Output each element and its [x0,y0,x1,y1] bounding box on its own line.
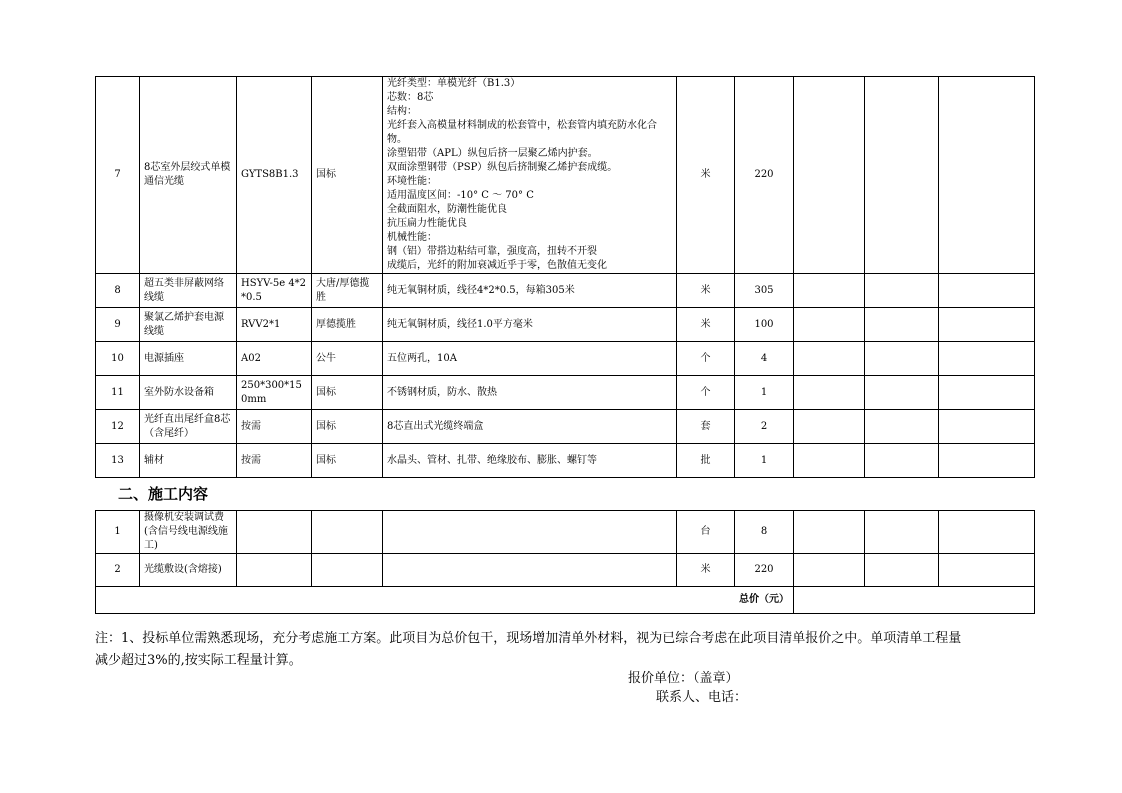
work-name: 摄像机安装调试费(含信号线电源线施工) [140,511,237,554]
spec-line: 光纤类型：单模光纤（B1.3） [387,78,521,89]
empty-cell [237,554,312,587]
item-spec: 水晶头、管材、扎带、绝缘胶布、膨胀、螺钉等 [383,444,677,478]
item-name: 8芯室外层绞式单模通信光缆 [140,77,237,274]
empty-cell [383,554,677,587]
table-row [96,511,1035,554]
remark-cell [939,444,1035,478]
item-qty: 100 [735,308,794,342]
row-number: 13 [96,444,140,478]
quote-unit-label: 报价单位：（盖章） [628,671,739,686]
empty-cell [383,511,677,554]
item-brand: 大唐/厚德揽胜 [312,274,383,308]
item-unit: 个 [677,376,735,410]
item-model: HSYV-5e 4*2*0.5 [237,274,312,308]
work-unit: 台 [677,511,735,554]
item-unit: 米 [677,308,735,342]
spec-line: 涂塑铝带（APL）纵包后挤一层聚乙烯内护套。 [387,148,598,159]
item-brand: 国标 [312,77,383,274]
construction-table [95,510,1035,614]
item-name: 辅材 [140,444,237,478]
empty-cell [237,511,312,554]
item-spec: 8芯直出式光缆终端盒 [383,410,677,444]
spec-line: 芯数：8芯 [387,92,434,103]
contact-label: 联系人、电话： [656,690,748,705]
item-model: A02 [237,342,312,376]
work-qty: 220 [735,554,794,587]
item-model: 按需 [237,444,312,478]
remark-cell [939,554,1035,587]
item-model: 250*300*150mm [237,376,312,410]
item-unit: 米 [677,274,735,308]
remark-cell [939,511,1035,554]
total-value-cell [794,587,1035,614]
empty-cell [312,511,383,554]
row-number: 1 [96,511,140,554]
item-spec: 纯无氧铜材质，线径4*2*0.5，每箱305米 [383,274,677,308]
subtotal-cell [865,274,939,308]
table-row [96,274,1035,308]
subtotal-cell [865,410,939,444]
unit-price-cell [794,274,865,308]
unit-price-cell [794,444,865,478]
item-qty: 4 [735,342,794,376]
item-name: 聚氯乙烯护套电源线缆 [140,308,237,342]
item-unit: 个 [677,342,735,376]
empty-cell [312,554,383,587]
total-label: 总价（元） [96,587,794,614]
item-qty: 305 [735,274,794,308]
item-brand: 国标 [312,376,383,410]
subtotal-cell [865,77,939,274]
table-row [96,342,1035,376]
subtotal-cell [865,554,939,587]
spec-line: 机械性能： [387,232,437,243]
item-spec: 不锈钢材质，防水、散热 [383,376,677,410]
item-model: GYTS8B1.3 [237,77,312,274]
item-name: 超五类非屏蔽网络线缆 [140,274,237,308]
item-unit: 米 [677,77,735,274]
row-number: 2 [96,554,140,587]
item-qty: 1 [735,444,794,478]
unit-price-cell [794,376,865,410]
table-row [96,376,1035,410]
item-brand: 国标 [312,410,383,444]
unit-price-cell [794,77,865,274]
row-number: 10 [96,342,140,376]
item-brand: 国标 [312,444,383,478]
item-name: 光纤直出尾纤盒8芯（含尾纤） [140,410,237,444]
remark-cell [939,77,1035,274]
subtotal-cell [865,342,939,376]
work-qty: 8 [735,511,794,554]
spec-line: 物。 [387,134,407,145]
table-row [96,410,1035,444]
table-row [96,77,1035,274]
work-unit: 米 [677,554,735,587]
note-line: 注：1、投标单位需熟悉现场，充分考虑施工方案。此项目为总价包干，现场增加清单外材料，视为已综合考虑在此项目清单报价之中。单项清单工程量 [95,631,962,646]
spec-line: 适用温度区间：-10° C ～ 70° C [387,190,534,201]
subtotal-cell [865,511,939,554]
item-qty: 2 [735,410,794,444]
table-row [96,308,1035,342]
spec-line: 成缆后，光纤的附加衰减近乎于零，色散值无变化 [387,260,607,271]
spec-line: 全截面阻水，防潮性能优良 [387,204,507,215]
spec-line: 结构： [387,106,417,117]
item-model: RVV2*1 [237,308,312,342]
materials-table [95,76,1035,478]
table-row [96,444,1035,478]
spec-line: 钢（铝）带搭边粘结可靠，强度高，扭转不开裂 [387,246,597,257]
spec-line: 双面涂塑钢带（PSP）纵包后挤制聚乙烯护套成缆。 [387,162,618,173]
row-number: 9 [96,308,140,342]
row-number: 11 [96,376,140,410]
unit-price-cell [794,410,865,444]
item-model: 按需 [237,410,312,444]
row-number: 7 [96,77,140,274]
unit-price-cell [794,511,865,554]
unit-price-cell [794,554,865,587]
remark-cell [939,274,1035,308]
total-row [96,587,1035,614]
unit-price-cell [794,308,865,342]
item-spec [383,77,677,274]
remark-cell [939,308,1035,342]
item-spec: 纯无氧铜材质，线径1.0平方毫米 [383,308,677,342]
item-qty: 220 [735,77,794,274]
spec-line: 环境性能： [387,176,437,187]
subtotal-cell [865,308,939,342]
item-qty: 1 [735,376,794,410]
subtotal-cell [865,376,939,410]
item-name: 电源插座 [140,342,237,376]
item-brand: 厚德揽胜 [312,308,383,342]
note-line: 减少超过3%的,按实际工程量计算。 [95,653,302,668]
table-row [96,554,1035,587]
unit-price-cell [794,342,865,376]
spec-line: 抗压扁力性能优良 [387,218,467,229]
spec-line: 光纤套入高模量材料制成的松套管中，松套管内填充防水化合 [387,120,657,131]
section-title: 二、施工内容 [118,485,209,503]
subtotal-cell [865,444,939,478]
item-spec: 五位两孔，10A [383,342,677,376]
item-name: 室外防水设备箱 [140,376,237,410]
remark-cell [939,342,1035,376]
item-unit: 套 [677,410,735,444]
item-brand: 公牛 [312,342,383,376]
remark-cell [939,376,1035,410]
row-number: 8 [96,274,140,308]
work-name: 光缆敷设(含熔接) [140,554,237,587]
item-unit: 批 [677,444,735,478]
row-number: 12 [96,410,140,444]
remark-cell [939,410,1035,444]
note [95,628,1043,672]
